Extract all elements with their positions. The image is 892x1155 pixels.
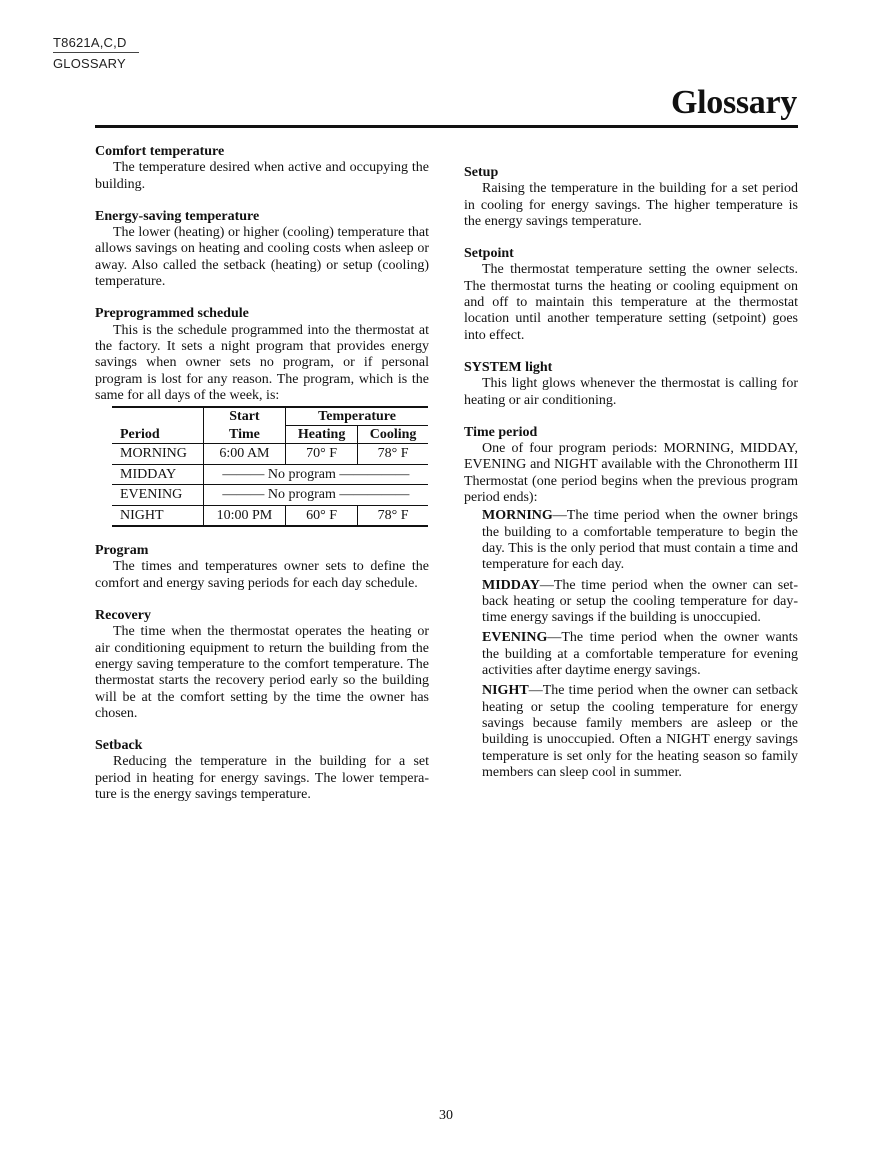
right-column	[464, 165, 798, 797]
table-row	[112, 505, 428, 526]
definition: The temperature desired when active and occupying the building.	[95, 160, 429, 192]
term: SYSTEM light	[464, 359, 553, 375]
header-temperature: Temperature	[286, 407, 428, 426]
cell-heating: 60° F	[286, 505, 358, 526]
term: Setpoint	[464, 246, 514, 262]
cell-cooling: 78° F	[358, 505, 428, 526]
cell-start: 6:00 AM	[203, 444, 285, 465]
table-header-row	[112, 407, 428, 426]
term: Setback	[95, 738, 143, 754]
header-divider	[53, 52, 139, 53]
left-column	[95, 144, 429, 819]
glossary-entry-setup	[464, 165, 798, 230]
schedule-table	[112, 406, 428, 527]
cell-period: MORNING	[112, 444, 203, 465]
sub-text: —The time period when the owner brings the building to a comfortable temperature to begin the day. This is the only period that must contain a time and temperature for each day.	[482, 508, 798, 573]
definition: Raising the temperature in the building for a set period in cooling for energy savings. The higher temperature is the energy savings temperature.	[464, 181, 798, 229]
term: Program	[95, 543, 149, 559]
definition: Reducing the temperature in the building for a set period in heating for energy savings. The lower tempera-ture is the energy savings temperature.	[95, 754, 429, 803]
definition: One of four program periods: MORNING, MIDDAY, EVENING and NIGHT available with the Chronotherm III Thermostat (one period begins when the previous program period ends):	[464, 441, 798, 506]
glossary-entry-system-light	[464, 360, 798, 409]
cell-period: EVENING	[112, 485, 203, 506]
sub-definition-midday	[482, 578, 798, 627]
glossary-entry-setpoint	[464, 246, 798, 344]
header-period: Period	[112, 426, 203, 444]
term: Energy-saving temperature	[95, 208, 260, 224]
table-header-row	[112, 426, 428, 444]
glossary-entry-comfort	[95, 144, 429, 193]
header-start: Start	[203, 407, 285, 426]
term: Recovery	[95, 608, 151, 624]
title-rule	[95, 125, 798, 128]
table-row	[112, 485, 428, 506]
sub-text: —The time period when the owner can set-back heating or setup the cooling temperature for day-time energy savings if the building is unoccupied.	[482, 577, 798, 626]
glossary-entry-program	[95, 543, 429, 592]
sub-label: MORNING	[482, 508, 553, 524]
cell-no-program: ——— No program —————	[203, 464, 428, 485]
page-number: 30	[439, 1108, 453, 1123]
glossary-entry-setback	[95, 738, 429, 803]
header-time: Time	[203, 426, 285, 444]
definition: The thermostat temperature setting the owner selects. The thermostat turns the heating or cooling equipment on and off to maintain this temperature at the thermostat location until another temperature setting (setpoint) goes into effect.	[464, 262, 798, 343]
sub-label: EVENING	[482, 630, 548, 646]
cell-cooling: 78° F	[358, 444, 428, 465]
header-cooling: Cooling	[369, 427, 417, 443]
sub-definition-morning	[482, 508, 798, 573]
sub-definition-evening	[482, 630, 798, 679]
definition: This light glows whenever the thermostat is calling for heating or air conditioning.	[464, 376, 798, 408]
definition: This is the schedule programmed into the thermostat at the factory. It sets a night program that provides energy savings when owner sets no program, or if personal program is lost for any reason. The program, which is the same for all days of the week, is:	[95, 322, 429, 403]
term: Preprogrammed schedule	[95, 306, 249, 322]
sub-label: MIDDAY	[482, 577, 540, 593]
glossary-entry-time-period	[464, 425, 798, 781]
header-heating: Heating	[286, 426, 358, 444]
definition: The times and temperatures owner sets to define the comfort and energy saving periods for each day schedule.	[95, 559, 429, 591]
doc-header-section: GLOSSARY	[53, 56, 126, 71]
cell-period: NIGHT	[112, 505, 203, 526]
definition: The lower (heating) or higher (cooling) temperature that allows savings on heating and cooling costs when asleep or away. Also called the setback (heating) or setup (cooling) temperature.	[95, 225, 429, 290]
definition: The time when the thermostat operates the heating or air conditioning equipment to return the building from the energy saving temperature to the comfort temperature. The thermostat starts the recovery period early so the building will be at the comfort setting by the time the owner has chosen.	[95, 624, 429, 721]
glossary-entry-recovery	[95, 608, 429, 722]
cell-start: 10:00 PM	[203, 505, 285, 526]
sub-definition-night	[482, 683, 798, 781]
page-title: Glossary	[670, 84, 797, 121]
table-row	[112, 464, 428, 485]
sub-text: —The time period when the owner wants the building at a comfortable temperature for evening activities after daytime energy savings.	[482, 630, 798, 679]
term: Comfort temperature	[95, 144, 225, 159]
glossary-entry-energy-saving	[95, 209, 429, 290]
cell-period: MIDDAY	[112, 464, 203, 485]
sub-label: NIGHT	[482, 683, 529, 699]
glossary-entry-preprogrammed	[95, 306, 429, 527]
doc-header-model: T8621A,C,D	[53, 35, 127, 50]
cell-heating: 70° F	[286, 444, 358, 465]
sub-text: —The time period when the owner can setback heating or setup the cooling temperature for energy savings because family members are asleep or the building is unoccupied. Often a NIGHT energy savings temperature is set only for the heating season so family members can sleep cool in summer.	[482, 683, 798, 780]
term: Setup	[464, 165, 499, 180]
term: Time period	[464, 424, 538, 440]
cell-no-program: ——— No program —————	[203, 485, 428, 506]
table-row	[112, 444, 428, 465]
